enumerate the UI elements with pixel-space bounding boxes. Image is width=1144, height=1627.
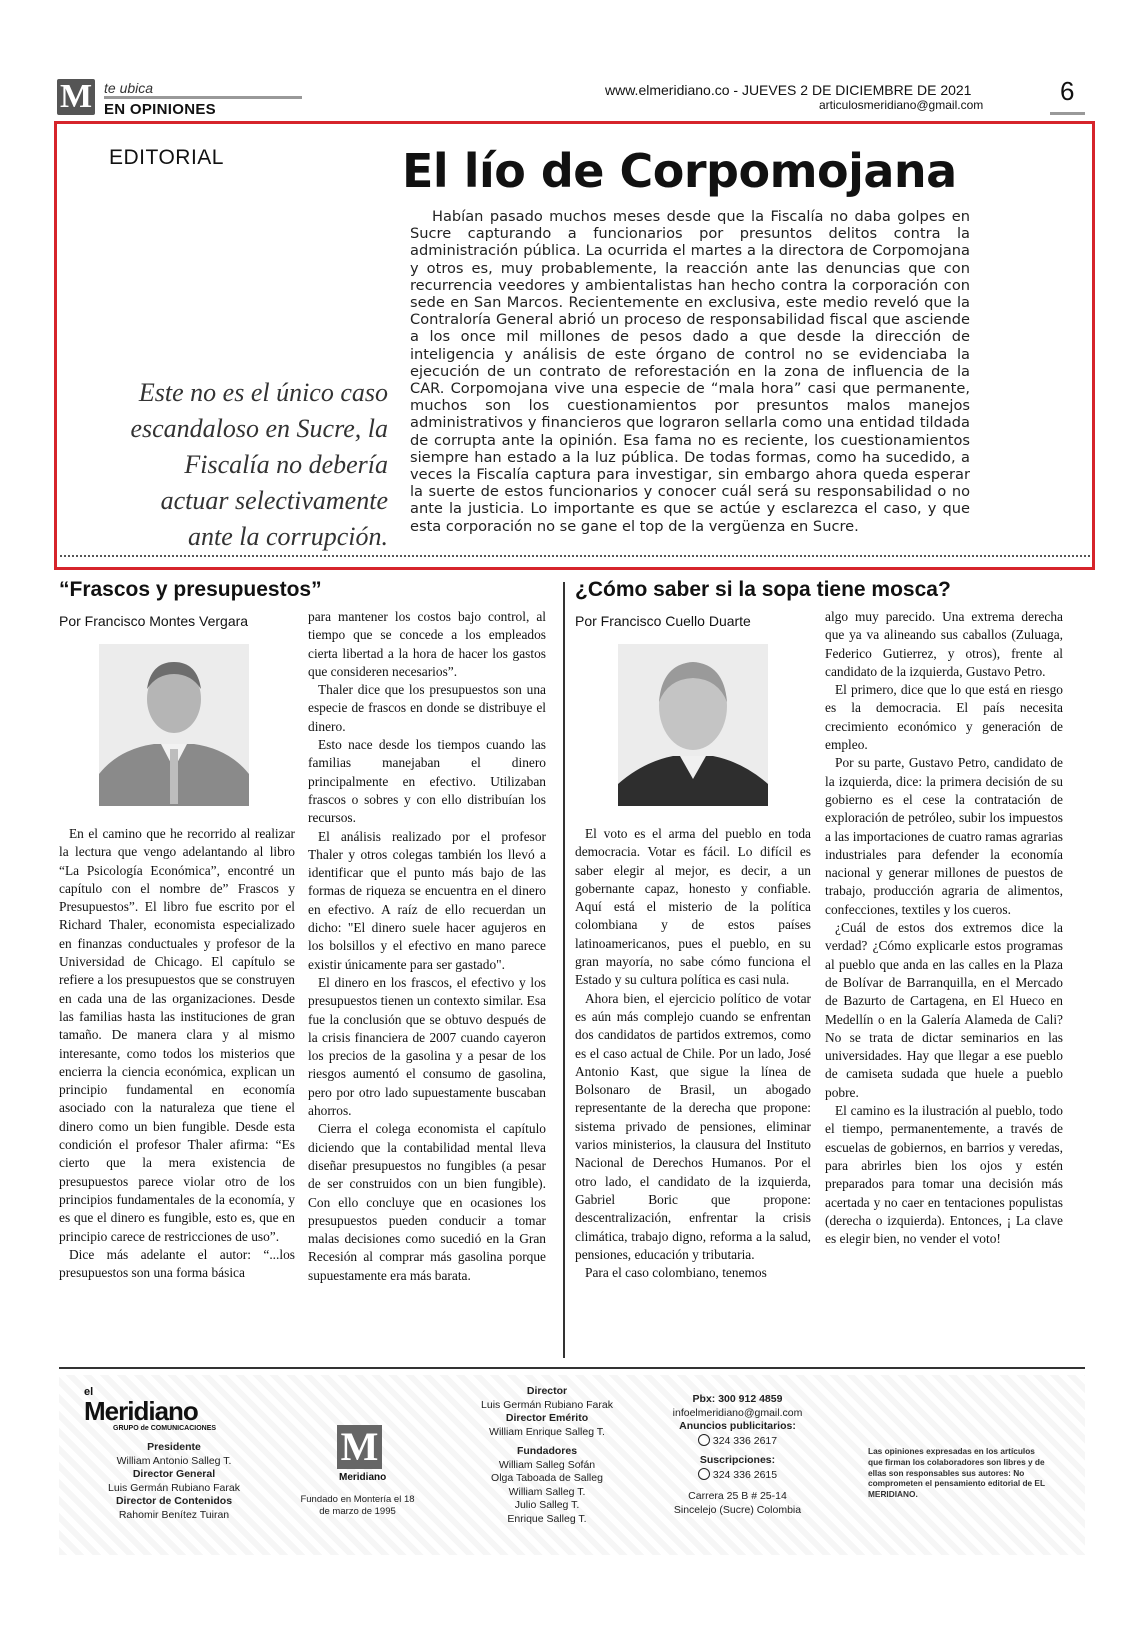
footer-founded: Fundado en Montería el 18 de marzo de 1995 [300,1494,415,1517]
section-title: EN OPINIONES [104,101,216,118]
article2-paragraph: Ahora bien, el ejercicio político de votar es aún más complejo cuando se enfrentan dos candidatos de partidos extremos, como es el caso actual de Chile. Por un lado, José Antonio Kast, que sigue la línea de Bolsonaro de Brasil, un abogado representante de la derecha que propone: sistema privado de pensiones, eliminar varios ministerios, la clausura del Instituto Nacional de Derechos Humanos. Por el otro lado, el candidato de la izquierda, Gabriel Boric que propone: descentralización, enfrentar la crisis climática, trabajo digno, reforma a la salud, pensiones, educación y tributaria. [575,990,811,1262]
article1-paragraph: El análisis realizado por el profesor Thaler y otros colegas también los llevó a identificar que el punto más bajo de las formas de riqueza se encuentra en el dinero en efectivo. A raíz de ello recuerdan un dicho: "El dinero suele hacer agujeros en los bolsillos y el efectivo en mano parece existir únicamente para ser gastado". [308,828,546,972]
director-name: Luis Germán Rubiano Farak [481,1398,613,1411]
whatsapp-icon [698,1434,710,1446]
city: Sincelejo (Sucre) Colombia [673,1503,802,1516]
article2-paragraph: Por su parte, Gustavo Petro, candidato de la izquierda, dice: la primera decisión de su gobierno es el cese la contratación de exploración de petróleo, subir los impuestos a las importaciones de cuatro ramas agrarias industriales para defender la economía nacional y generar millones de puestos de trabajo, producción agraria de alimentos, confecciones, textiles y los cueros. [825,755,1063,917]
editorial-body [410,208,970,535]
founders-label: Fundadores [516,1445,578,1457]
editorial-paragraph: Habían pasado muchos meses desde que la Fiscalía no daba golpes en Sucre capturando a funcionarios por presuntos delitos contra la administración pública. La ocurrida el martes a la directora de Corpomojana y otros es, muy probablemente, la reacción ante las denuncias que con recurrencia veedores y ambientalistas han hecho contra la corporación con sede en San Marcos. Recientemente en exclusiva, este medio reveló que la Contraloría General abrió un proceso de responsabilidad fiscal que asciende a los once mil millones de pesos dado a que desde la dirección de inteligencia y análisis de este órgano de control no se evidenciaba la ejecución de un contrato de reforestación en la zona de influencia de la CAR. Corpomojana vive una especie de “mala hora” casi que permanente, muchos son los cuestionamientos por presuntos malos manejos administrativos y financieros que lograron sellarla como una entidad tildada de corrupta ante la opinión. Esa fama no es reciente, los cuestionamientos siempre han estado a la luz pública. De todas formas, como ha sucedido, a veces la Fiscalía captura para investigar, sin embargo ahora queda esperar la suerte de estos funcionarios y conocer cuál será su responsabilidad o no ante la justicia. Lo importante es que se actúe y esclarezca el caso, y que esta corporación no se gane el top de la vergüenza en Sucre. [410,208,970,535]
editorial-label: EDITORIAL [109,146,224,169]
site-and-date: www.elmeridiano.co - JUEVES 2 DE DICIEMBRE DE 2021 [605,82,972,98]
founder-name: Enrique Salleg T. [507,1512,587,1525]
page-number-rule [1050,112,1085,115]
article2-column2 [825,608,1063,1248]
footer-directors [467,1385,627,1526]
editorial-pullquote: Este no es el único caso escandaloso en Sucre, la Fiscalía no debería actuar selectivamente ante la corrupción. [130,378,388,551]
address: Carrera 25 B # 25-14 [688,1490,787,1502]
staff-role: Director de Contenidos [115,1495,233,1507]
article1-paragraph: En el camino que he recorrido al realizar la lectura que vengo adelantando al libro “La Psicología Económica”, encontré un capítulo con el nombre de” Frascos y Presupuestos”. El libro fue escrito por el Richard Thaler, economista especializado en finanzas conductuales y profesor de la Universidad de Chicago. El capítulo se refiere a los presupuestos que se construyen en cada una de las organizaciones. Desde las familias hasta las instituciones de gran tamaño. De manera clara y al mismo interesante, como todos los misterios que encierra la ciencia económica, explican un principio fundamental en economía asociado con la naturaleza que tiene el dinero como un bien fungible. Desde esta condición el profesor Thaler afirma: “Es cierto que la mera existencia de presupuestos parece violar otro de los principios fundamentales de la economía, y es que el dinero es fungible, esto es, que en principio carece de restricciones de uso”. [59,826,295,1244]
staff-name: William Antonio Salleg T. [116,1454,232,1467]
whatsapp-icon [698,1468,710,1480]
article1-paragraph: Esto nace desde los tiempos cuando las familias manejaban el dinero principalmente en efectivo. Utilizaban frascos o sobres y con ello distribuían los recursos. [308,737,546,826]
article1-column2 [308,608,546,1285]
header-rule [104,96,302,99]
editorial-title: El lío de Corpomojana [402,144,957,198]
article1-paragraph: El dinero en los frascos, el efectivo y los presupuestos tienen un contexto similar. Esa fue la conclusión que se obtuvo después de la crisis financiera de 2007 cuando cayeron los precios de la gasolina y a pesar de los riesgos aumentó el consumo de gasolina, pero por otro lado supuestamente buscaban ahorros. [308,974,546,1119]
article1-paragraph: para mantener los costos bajo control, al tiempo que se concede a los empleados cierta libertad a la hora de hacer los gastos que consideren necesarios”. [308,609,546,679]
staff-name: Rahomir Benítez Tuiran [118,1508,230,1521]
article1-paragraph: Cierra el colega economista el capítulo diciendo que la contabilidad mental lleva diseñar presupuestos no fungibles (a pesar de ser construidos con un bien fungible). Con ello concluye que en ocasiones los presupuestos pueden conducir a tomar malas decisiones como sucedió en la Gran Recesión al comprar más gasolina porque supuestamente era más barata. [308,1121,546,1283]
founder-name: William Salleg T. [508,1485,586,1498]
tagline: te ubica [104,80,154,96]
article2-paragraph: ¿Cuál de estos dos extremos dice la verdad? ¿Cómo explicarle estos programas al pueblo que anda en las calles en la Plaza de Bolívar de Barranquilla, en el Mercado de Bazurto de Cartagena, en El Hueco en Medellín o en la Galería Alameda de Cali? No se trata de dictar seminarios en las universidades. Hay que llegar a ese pueblo de camiseta sudada que huele a pueblo pobre. [825,920,1063,1100]
founder-name: Olga Taboada de Salleg [491,1472,603,1484]
footer-staff-left [84,1441,264,1522]
article2-byline: Por Francisco Cuello Duarte [575,613,751,629]
footer-disclaimer: Las opiniones expresadas en los artículos que firman los colaboradores son libres y de ellas son responsables sus autores: No comprometen el pensamiento editorial de EL MERIDIANO. [868,1446,1045,1500]
section-logo: M [57,79,95,115]
article2-paragraph: El camino es la ilustración al pueblo, todo el tiempo, permanentemente, a través de escuelas de gobiernos, en barrios y veredas, para abrirles bien los ojos y estén preparados para tomar una decisión más acertada y no caer en tentaciones populistas (derecha o izquierda). Entonces, ¡ La clave es elegir bien, no vender el voto! [825,1103,1063,1247]
pbx-number: Pbx: 300 912 4859 [692,1393,783,1405]
page-number: 6 [1060,76,1075,106]
editorial-dotted-rule [60,555,1090,557]
subs-label: Suscripciones: [699,1454,776,1466]
article1-title: “Frascos y presupuestos” [59,578,322,601]
header-email: articulosmeridiano@gmail.com [819,98,984,112]
subs-phone: 324 336 2615 [712,1468,778,1481]
author-silhouette-icon [618,644,768,806]
footer-logo-m: M [337,1425,382,1469]
author-photo-montes [99,644,249,806]
footer-brand-el: el [84,1386,94,1398]
author-silhouette-icon [99,644,249,806]
article2-paragraph: El voto es el arma del pueblo en toda democracia. Votar es fácil. Lo difícil es saber elegir al mejor, es decir, a un gobernante capaz, honesto y confiable. Aquí está el misterio de la política colombiana y de estos países latinoamericanos, pues el pueblo, en su gran mayoría, no sabe cómo funciona el Estado y su cultura política es casi nula. [575,826,811,988]
staff-role: Director General [132,1468,216,1480]
footer-brand-logo: Meridiano [84,1396,198,1426]
staff-role: Presidente [147,1441,201,1453]
article2-paragraph: Para el caso colombiano, tenemos [585,1265,767,1281]
info-email: infoelmeridiano@gmail.com [672,1406,803,1419]
article1-paragraph: Dice más adelante el autor: “...los presupuestos son una forma básica [59,1246,295,1281]
director-label: Director [526,1385,568,1397]
article1-byline: Por Francisco Montes Vergara [59,613,249,629]
emeritus-label: Director Emérito [505,1412,589,1424]
article1-column1 [59,825,295,1282]
staff-name: Luis Germán Rubiano Farak [108,1481,240,1494]
article1-paragraph: Thaler dice que los presupuestos son una especie de frascos en donde se distribuye el dinero. [308,682,546,734]
column-divider [563,582,565,1358]
ads-phone: 324 336 2617 [712,1434,778,1447]
author-photo-cuello [618,644,768,806]
emeritus-name: William Enrique Salleg T. [489,1425,605,1438]
article2-title: ¿Cómo saber si la sopa tiene mosca? [575,578,951,601]
article2-paragraph: algo muy parecido. Una extrema derecha que ya va alineando sus caballos (Zuluaga, Federico Gutierrez, y otros), frente al candidato de la izquierda, Gustavo Petro. [825,609,1063,679]
footer-contact [660,1393,815,1517]
founder-name: William Salleg Sofán [498,1458,596,1471]
founder-name: Julio Salleg T. [514,1499,580,1511]
article2-column1 [575,825,811,1282]
ads-label: Anuncios publicitarios: [679,1420,796,1432]
footer-brand-group: GRUPO de COMUNICACIONES [113,1425,217,1432]
footer-logo-name: Meridiano [339,1472,387,1483]
article2-paragraph: El primero, dice que lo que está en riesgo es la democracia. El país necesita crecimiento económico y generación de empleo. [825,682,1063,753]
footer-rule [59,1367,1085,1369]
